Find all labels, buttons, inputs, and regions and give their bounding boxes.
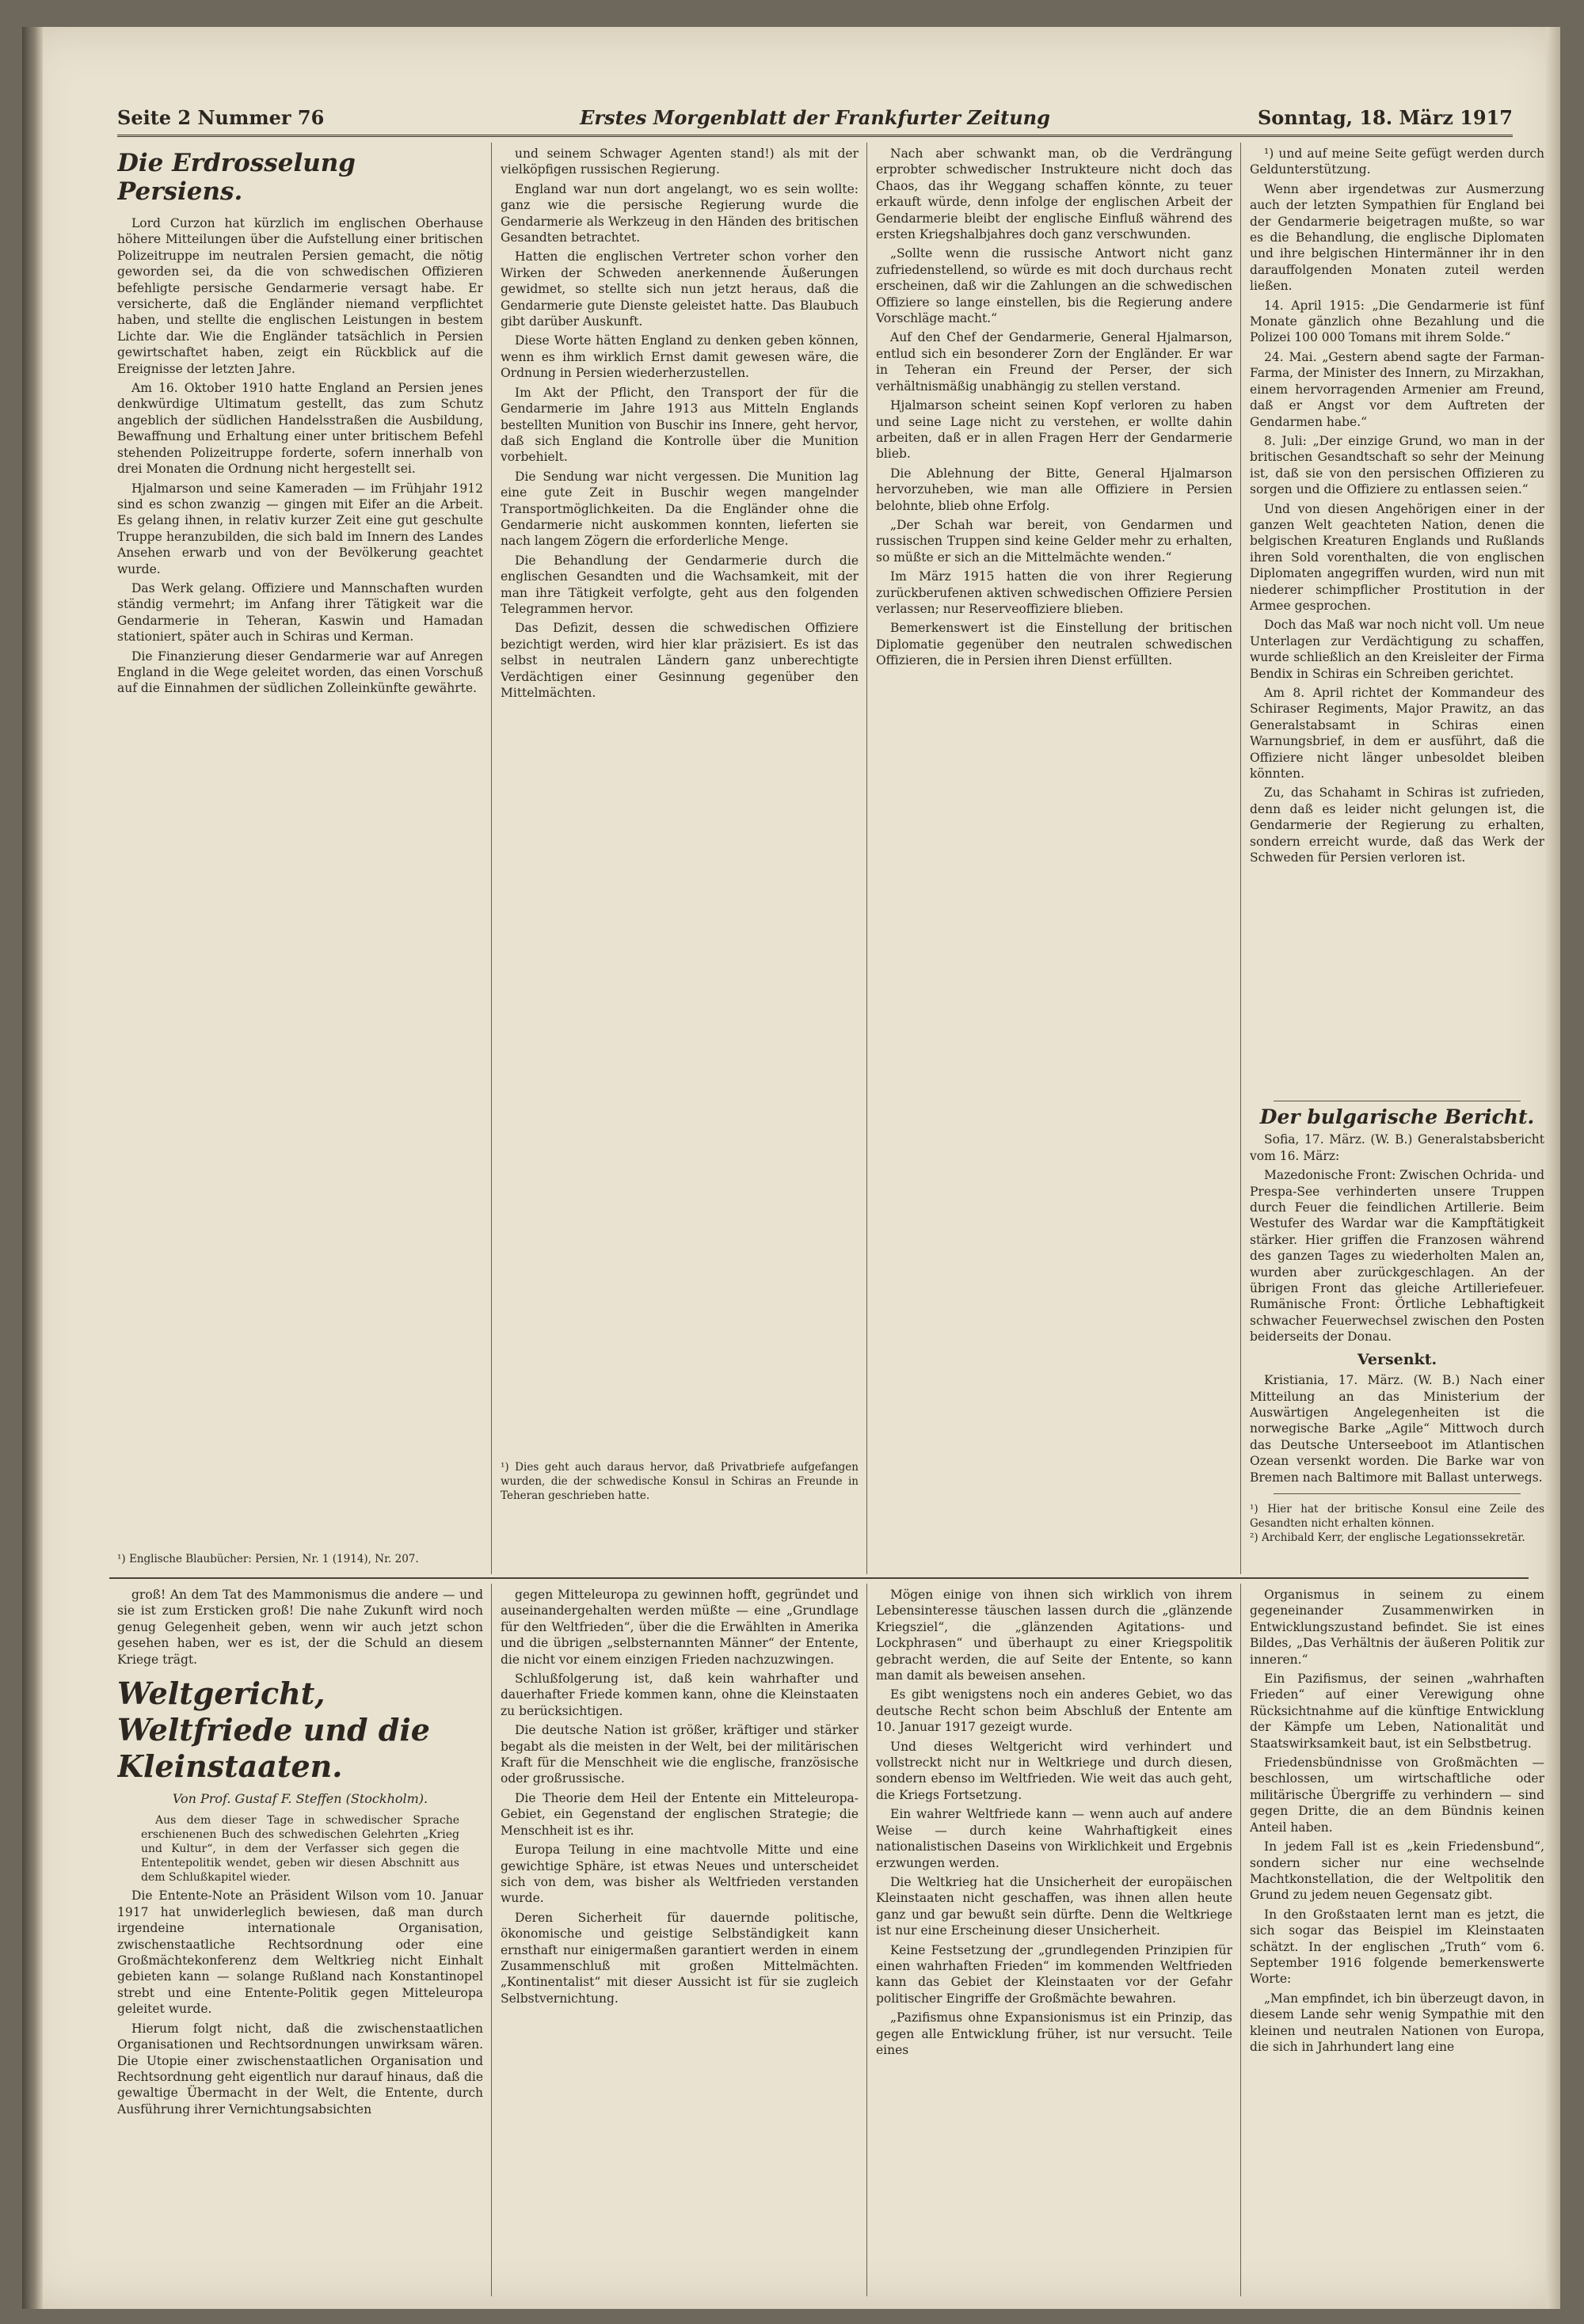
column-rule: [491, 143, 492, 1574]
paragraph: „Man empfindet, ich bin überzeugt davon, in diesem Lande sehr wenig Sympathie mit den kleinen und neutralen Nationen von Europa, die sich in Jahrhundert lang eine: [1250, 1991, 1544, 2054]
page-binding: [22, 27, 43, 2309]
article-persia-col3: [876, 146, 1232, 1571]
paragraph: Im Akt der Pflicht, den Transport der für die Gendarmerie im Jahre 1913 aus Mitteln Englands bestellten Munition von Buschir ins Innere, geht hervor, daß sich England die Kontrolle über die Munition vorbehielt.: [501, 385, 859, 465]
paragraph: Mögen einige von ihnen sich wirklich von ihrem Lebensinteresse täuschen lassen durch die „glänzende Kriegsziel“, die „glänzenden Agitations- und Lockphrasen“ und überhaupt zu einer Kriegspolitik gebracht werden, die auf Seite der Entente, so kann man damit als beweisen ansehen.: [876, 1588, 1232, 1683]
article-weltgericht-col1: [117, 1587, 483, 2296]
paragraph: Im März 1915 hatten die von ihrer Regierung zurückberufenen aktiven schwedischen Offiziere Persien verlassen; nur Reserveoffiziere blieben.: [876, 569, 1232, 616]
paragraph: Die Entente-Note an Präsident Wilson vom 10. Januar 1917 hat unwiderleglich bewiesen, daß man durch irgendeine internationale Organisation, zwischenstaatliche Rechtsordnung oder eine Großmächtekonferenz dem Weltkrieg nicht Einhalt gebieten kann — solange Rußland nach Konstantinopel strebt und eine Entente-Politik gegen Mitteleuropa geleitet wurde.: [117, 1888, 483, 2017]
article-title: Weltgericht, Weltfriede und die Kleinstaaten.: [117, 1675, 430, 1785]
article-weltgericht-col4: [1250, 1587, 1544, 2296]
paragraph: 24. Mai. „Gestern abend sagte der Farman-Farma, der Minister des Innern, zu Mirzakhan, einem hervorragenden Armenier am Freund, daß er Angst vor dem Auftreten der Gendarmen habe.“: [1250, 349, 1544, 429]
issue-date: Sonntag, 18. März 1917: [1257, 106, 1513, 129]
versenkt-title: Versenkt.: [1357, 1350, 1437, 1368]
page-edge: [1546, 27, 1560, 2309]
paragraph: 14. April 1915: „Die Gendarmerie ist fünf Monate gänzlich ohne Bezahlung und die Polizei 100 000 Tomans mit ihrem Solde.“: [1250, 298, 1544, 345]
paragraph: Und von diesen Angehörigen einer in der ganzen Welt geachteten Nation, denen die belgischen Kreaturen Englands und Rußlands ihren Sold vorenthalten, die von englischen Diplomaten angegriffen wurden, wird nun mit niederer schimpflicher Prostitution in der Armee gesprochen.: [1250, 501, 1544, 613]
paragraph: Schlußfolgerung ist, daß kein wahrhafter und dauerhafter Friede kommen kann, ohne die Kleinstaaten zu berücksichtigen.: [501, 1672, 859, 1718]
paragraph: Das Werk gelang. Offiziere und Mannschaften wurden ständig vermehrt; im Anfang ihrer Tätigkeit war die Gendarmerie in Teheran, Kaswin und Hamadan stationiert, später auch in Schiras und Kerman.: [117, 580, 483, 645]
paragraph: Doch das Maß war noch nicht voll. Um neue Unterlagen zur Verdächtigung zu schaffen, wurde schließlich an den Kreisleiter der Firma Bendix in Schiras ein Schreiben gerichtet.: [1250, 618, 1544, 681]
column-rule: [866, 1584, 867, 2296]
paragraph: Die Sendung war nicht vergessen. Die Munition lag eine gute Zeit in Buschir wegen mangelnder Transportmöglichkeiten. Da die Engländer ohne die Gendarmerie nicht auskommen konnten, lieferten sie nach langem Zögern die erforderliche Menge.: [501, 469, 859, 549]
paragraph: Die Ablehnung der Bitte, General Hjalmarson hervorzuheben, wie man alle Offiziere in Persien belohnte, blieb ohne Erfolg.: [876, 466, 1232, 513]
newspaper-page: [22, 27, 1560, 2309]
footnote: [501, 1460, 859, 1571]
paragraph: Die Finanzierung dieser Gendarmerie war auf Anregen England in die Wege geleitet worden, das einen Vorschuß auf die Einnahmen der südlichen Zolleinkünfte gewährte.: [117, 649, 483, 696]
paragraph: „Der Schah war bereit, von Gendarmen und russischen Truppen sind keine Gelder mehr zu erhalten, so müßte er sich an die Mittelmächte wenden.“: [876, 517, 1232, 565]
paragraph: Hjalmarson scheint seinen Kopf verloren zu haben und seine Lage nicht zu verstehen, er wollte dahin arbeiten, daß er in allen Fragen Herr der Gendarmerie blieb.: [876, 398, 1232, 462]
paragraph: Ein Pazifismus, der seinen „wahrhaften Frieden“ auf einer Verewigung ohne Rücksichtnahme auf die künftige Entwicklung der Kämpfe um Leben, Nationalität und Staatswirksamkeit baut, ist ein Selbstbetrug.: [1250, 1672, 1544, 1751]
paragraph: Das Defizit, dessen die schwedischen Offiziere bezichtigt werden, wird hier klar präzisiert. Es ist das selbst in neutralen Ländern ganz unberechtigte Verdächtigen einer Gesinnung gegenüber den Mittelmächten.: [501, 621, 859, 700]
article-persia-col4: [1250, 146, 1544, 1088]
paragraph: Organismus in seinem zu einem gegeneinander Zusammenwirken in Entwicklungszustand befindet. Sie ist eines Bildes, „Das Verhältnis der äußeren Politik zur inneren.“: [1250, 1588, 1544, 1667]
paragraph: Keine Festsetzung der „grundlegenden Prinzipien für einen wahrhaften Frieden“ im kommenden Weltfrieden kann das Gebiet der Kleinstaaten vor der Gefahr politischer Eingriffe der Großmächte bewahren.: [876, 1942, 1232, 2006]
page-number: Seite 2 Nummer 76: [117, 106, 325, 129]
column-rule: [866, 143, 867, 1574]
footnote: ¹) Hier hat der britische Konsul eine Zeile des Gesandten nicht erhalten können.: [1250, 1502, 1544, 1530]
masthead: [117, 103, 1513, 137]
column-rule: [1240, 143, 1241, 1574]
paragraph: Die Theorie dem Heil der Entente ein Mitteleuropa-Gebiet, ein Gegenstand der englischen Strategie; die Menschheit ist es ihr.: [501, 1790, 859, 1838]
section-rule: [109, 1577, 1529, 1579]
article-title: Die Erdrosselung Persiens.: [117, 149, 356, 206]
article-persia-col1: [117, 146, 483, 1547]
byline: Von Prof. Gustaf F. Steffen (Stockholm).: [172, 1791, 428, 1807]
paragraph: Ein wahrer Weltfriede kann — wenn auch auf andere Weise — durch keine Wahrhaftigkeit eines nationalistischen Daseins von Wirklichkeit und Ergebnis erzwungen werden.: [876, 1807, 1232, 1870]
footnote: ²) Archibald Kerr, der englische Legationssekretär.: [1250, 1531, 1525, 1544]
paragraph: In den Großstaaten lernt man es jetzt, die sich sogar das Beispiel im Kleinstaaten schätzt. In der englischen „Truth“ vom 6. September 1916 folgende bemerkenswerte Worte:: [1250, 1907, 1544, 1987]
article-weltgericht-col3: [876, 1587, 1232, 2296]
paragraph: Diese Worte hätten England zu denken geben können, wenn es ihm wirklich Ernst damit gewesen wäre, die Ordnung in Persien wiederherzustellen.: [501, 333, 859, 381]
paragraph: Die Behandlung der Gendarmerie durch die englischen Gesandten und die Wachsamkeit, mit der man ihre Tätigkeit verfolgte, geht aus den folgenden Telegrammen hervor.: [501, 553, 859, 616]
paragraph: Hjalmarson und seine Kameraden — im Frühjahr 1912 sind es schon zwanzig — gingen mit Eifer an die Arbeit. Es gelang ihnen, in relativ kurzer Zeit eine gut geschulte Truppe heranzubilden, die sich bald im Innern des Landes Ansehen erwarb und von der Bevölkerung geachtet wurde.: [117, 481, 483, 576]
paragraph: Wenn aber irgendetwas zur Ausmerzung auch der letzten Sympathien für England bei der Gendarmerie beigetragen mußte, so war es die Behandlung, die englische Diplomaten und ihre belgischen Hintermänner ihr in den darauffolgenden Monaten zuteil werden ließen.: [1250, 181, 1544, 294]
intro: Aus dem dieser Tage in schwedischer Sprache erschienenen Buch des schwedischen Gelehrten „Krieg und Kultur“, in dem der Verfasser sich gegen die Ententepolitik wendet, geben wir diesen Abschnitt aus dem Schlußkapitel wieder.: [141, 1814, 459, 1885]
paragraph: Es gibt wenigstens noch ein anderes Gebiet, wo das deutsche Recht schon beim Abschluß der Entente am 10. Januar 1917 gezeigt wurde.: [876, 1687, 1232, 1735]
newspaper-title: Erstes Morgenblatt der Frankfurter Zeitung: [580, 106, 1050, 129]
paragraph: Auf den Chef der Gendarmerie, General Hjalmarson, entlud sich ein besonderer Zorn der Engländer. Er war in Teheran ein Freund der Perser, der sich verhältnismäßig unabhängig zu stellen verstand.: [876, 330, 1232, 394]
column-rule: [491, 1584, 492, 2296]
paragraph: „Sollte wenn die russische Antwort nicht ganz zufriedenstellend, so würde es mit doch durchaus recht erscheinen, daß wir die Zahlungen an die schwedischen Offiziere so lange einstellen, bis die Regierung andere Vorschläge macht.“: [876, 246, 1232, 326]
paragraph: Deren Sicherheit für dauernde politische, ökonomische und geistige Selbständigkeit kann ernsthaft nur einigermaßen garantiert werden in einem Zusammenschluß mit großen Mittelmächten. „Kontinentalist“ mit dieser Aussicht ist für sie zugleich Selbstvernichtung.: [501, 1910, 859, 2006]
paragraph: groß! An dem Tat des Mammonismus die andere — und sie ist zum Ersticken groß! Die nahe Zukunft wird noch genug Gelegenheit geben, wenn wir auch jetzt schon gesehen haben, wer es ist, der die Schuld an diesem Kriege trägt.: [117, 1588, 483, 1667]
paragraph: 8. Juli: „Der einzige Grund, wo man in der britischen Gesandtschaft so sehr der Meinung ist, daß sie von den persischen Offizieren zu sorgen und die Offiziere zu entlassen seien.“: [1250, 433, 1544, 497]
paragraph: Und dieses Weltgericht wird verhindert und vollstreckt nicht nur in Weltkriege und durch diesen, sondern ebenso im Weltfrieden. Wie weit das auch geht, die Kriegs Fortsetzung.: [876, 1739, 1232, 1802]
paragraph: In jedem Fall ist es „kein Friedensbund“, sondern sicher nur eine wechselnde Machtkonstellation, die der Weltpolitik den Grund zu jedem neuen Gegensatz gibt.: [1250, 1839, 1544, 1903]
paragraph: Bemerkenswert ist die Einstellung der britischen Diplomatie gegenüber den neutralen schwedischen Offizieren, die in Persien ihren Dienst erfüllten.: [876, 621, 1232, 668]
paragraph: Die Weltkrieg hat die Unsicherheit der europäischen Kleinstaaten nicht geschaffen, was ihnen allen heute ganz und gar bewußt sein dürfte. Denn die Weltkriege ist nur eine Erscheinung dieser Unsicherheit.: [876, 1874, 1232, 1938]
paragraph: Friedensbündnisse von Großmächten — beschlossen, um wirtschaftliche oder militärische Übergriffe zu verhindern — sind gegen Dritte, die an dem Bündnis keinen Anteil haben.: [1250, 1755, 1544, 1835]
footnote: [117, 1552, 483, 1571]
footnote-text: ¹) Englische Blaubücher: Persien, Nr. 1 (1914), Nr. 207.: [117, 1553, 419, 1565]
paragraph: Am 8. April richtet der Kommandeur des Schiraser Regiments, Major Prawitz, an das Generalstabsamt in Schiras einen Warnungsbrief, in dem er ausführt, daß die Offiziere nicht länger unbesoldet bleiben könnten.: [1250, 686, 1544, 782]
paragraph: Mazedonische Front: Zwischen Ochrida- und Prespa-See verhinderten unsere Truppen durch Feuer die feindlichen Artillerie. Beim Westufer des Wardar war die Kampftätigkeit stärker. Hier griffen die Franzosen während des ganzen Tages zu wiederholten Malen an, wurden aber zurückgeschlagen. An der übrigen Front das gleiche Artilleriefeuer. Rumänische Front: Örtliche Lebhaftigkeit schwacher Feuerwechsel zwischen den Posten beiderseits der Donau.: [1250, 1168, 1544, 1345]
paragraph: Lord Curzon hat kürzlich im englischen Oberhause höhere Mitteilungen über die Aufstellung einer britischen Polizeitruppe im neutralen Persien gemacht, die nötig geworden sei, da die von schwedischen Offizieren befehligte persische Gendarmerie versagt habe. Er versicherte, daß die Engländer niemand verpflichtet haben, und stellte die englischen Leistungen in bestem Lichte dar. Wie die Engländer tatsächlich in Persien gewirtschaftet haben, zeigt ein Rückblick auf die Ereignisse der letzten Jahre.: [117, 216, 483, 376]
article-persia-col2: [501, 146, 859, 1428]
paragraph: Hatten die englischen Vertreter schon vorher den Wirken der Schweden anerkennende Äußerungen gewidmet, so stellte sich nun jetzt heraus, daß die Gendarmerie gute Dienste geleistet hatte. Das Blaubuch gibt darüber Auskunft.: [501, 249, 859, 329]
paragraph: gegen Mitteleuropa zu gewinnen hofft, gegründet und auseinandergehalten werden müßte — eine „Grundlage für den Weltfrieden“, über die die Erwählten in Amerika und die übrigen „selbsternannten Männer“ der Entente, die nicht vor einem einzigen Frieden nachzuzwingen.: [501, 1588, 859, 1667]
paragraph: Die deutsche Nation ist größer, kräftiger und stärker begabt als die meisten in der Welt, bei der militärischen Kraft für die Menschheit wie die englische, französische oder großrussische.: [501, 1723, 859, 1786]
paragraph: Europa Teilung in eine machtvolle Mitte und eine gewichtige Sphäre, ist etwas Neues und unterscheidet sich von dem, was bisher als Weltfrieden verstanden wurde.: [501, 1843, 859, 1906]
column-rule: [1240, 1584, 1241, 2296]
paragraph: England war nun dort angelangt, wo es sein wollte: ganz wie die persische Regierung wurde die Gendarmerie als Werkzeug in den Händen des britischen Gesandten betrachtet.: [501, 181, 859, 245]
paragraph: Nach aber schwankt man, ob die Verdrängung erprobter schwedischer Instrukteure nicht doch das Chaos, das ihr Weggang schaffen könnte, zu teuer erkauft würde, denn infolge der englischen Arbeit der Gendarmerie bleibt der englische Einfluß während des ersten Kriegshalbjahres doch ganz verschwunden.: [876, 146, 1232, 242]
separator: [1274, 1493, 1521, 1494]
paragraph: ¹) und auf meine Seite gefügt werden durch Geldunterstützung.: [1250, 146, 1544, 177]
paragraph: Am 16. Oktober 1910 hatte England an Persien jenes denkwürdige Ultimatum gestellt, das zum Schutz angeblich der südlichen Handelsstraßen die Ausbildung, Bewaffnung und Erhaltung einer unter britischem Befehl stehenden Polizeitruppe forderte, sofern innerhalb von drei Monaten die Ordnung nicht hergestellt sei.: [117, 381, 483, 477]
paragraph: Zu, das Schahamt in Schiras ist zufrieden, denn daß es leider nicht gelungen ist, die Gendarmerie der Regierung zu erhalten, sondern erreicht wurde, daß das Werk der Schweden für Persien verloren ist.: [1250, 785, 1544, 865]
dateline: Sofia, 17. März. (W. B.) Generalstabsbericht vom 16. März:: [1250, 1132, 1544, 1163]
news-briefs: [1250, 1093, 1544, 1571]
footnote-text: ¹) Dies geht auch daraus hervor, daß Privatbriefe aufgefangen wurden, die der schwedische Konsul in Schiras an Freunde in Teheran geschrieben hatte.: [501, 1461, 859, 1502]
paragraph: „Pazifismus ohne Expansionismus ist ein Prinzip, das gegen alle Entwicklung früher, ist nur versucht. Teile eines: [876, 2010, 1232, 2057]
paragraph: Kristiania, 17. März. (W. B.) Nach einer Mitteilung an das Ministerium der Auswärtigen Angelegenheiten ist die norwegische Barke „Agile“ Mittwoch durch das Deutsche Unterseeboot im Atlantischen Ozean versenkt worden. Die Barke war von Bremen nach Baltimore mit Ballast unterwegs.: [1250, 1373, 1544, 1485]
article-weltgericht-col2: [501, 1587, 859, 2296]
paragraph: und seinem Schwager Agenten stand!) als mit der vielköpfigen russischen Regierung.: [501, 146, 859, 177]
paragraph: Hierum folgt nicht, daß die zwischenstaatlichen Organisationen und Rechtsordnungen unwirksam wären. Die Utopie einer zwischenstaatlichen Organisation und Rechtsordnung geht eigentlich nur darauf hinaus, daß die gewaltige Übermacht in der Welt, die Entente, durch Ausführung ihrer Vernichtungsabsichten: [117, 2021, 483, 2117]
bulgarian-report-title: Der bulgarische Bericht.: [1259, 1105, 1535, 1128]
